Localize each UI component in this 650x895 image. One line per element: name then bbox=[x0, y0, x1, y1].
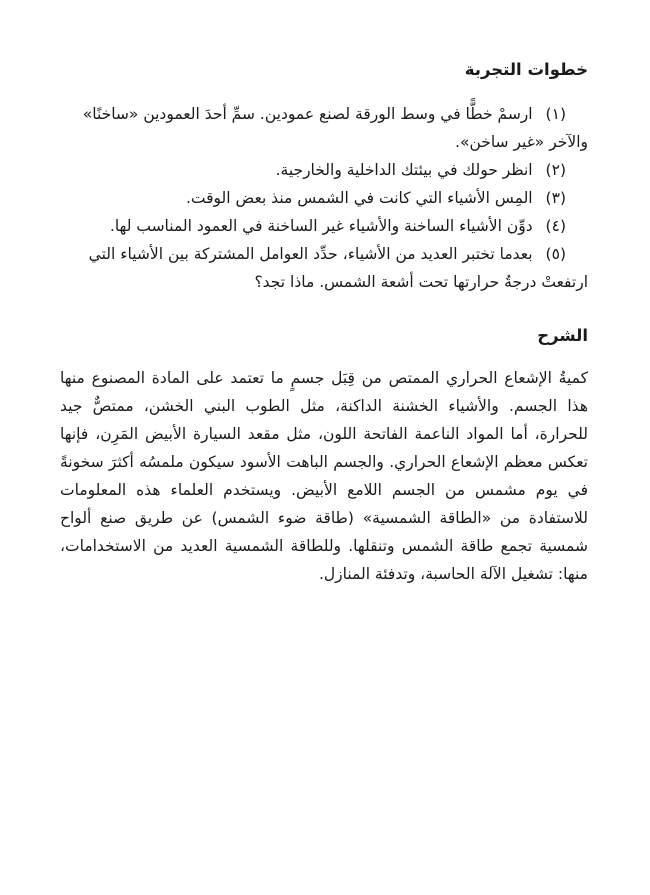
step-number: (٢) bbox=[545, 161, 566, 179]
step-number: (٤) bbox=[545, 217, 566, 235]
step-number: (١) bbox=[545, 105, 566, 123]
step-text: انظر حولك في بيئتك الداخلية والخارجية. bbox=[275, 161, 533, 179]
experiment-step-2 bbox=[60, 156, 588, 184]
step-text: ارسمْ خطًّا في وسط الورقة لصنع عمودين. سمِّ أحدَ العمودين «ساخنًا» والآخر «غير ساخن». bbox=[82, 105, 588, 151]
step-number: (٥) bbox=[545, 245, 566, 263]
step-text: المِس الأشياء التي كانت في الشمس منذ بعض الوقت. bbox=[185, 189, 533, 207]
experiment-steps-heading: خطوات التجربة bbox=[464, 60, 588, 79]
experiment-step-4 bbox=[60, 212, 588, 240]
experiment-step-5 bbox=[60, 240, 588, 296]
explanation-paragraph: كميةُ الإشعاع الحراري الممتص من قِبَل جسمٍ ما تعتمد على المادة المصنوع منها هذا الجسم. والأشياء الخشنة الداكنة، مثل الطوب البني الخشن، ممتصٌّ جيد للحرارة، أما المواد الناعمة الفاتحة اللون، مثل مقعد السيارة الأبيض المَرِن، فإنها تعكس معظم الإشعاع الحراري. والجسم الباهت الأسود سيكون ملمسُه أكثرَ سخونةً في يوم مشمس من الجسم اللامع الأبيض. ويستخدم العلماء هذه المعلومات للاستفادة من «الطاقة الشمسية» (طاقة ضوء الشمس) عن طريق صنع ألواح شمسية تجمع طاقة الشمس وتنقلها. وللطاقة الشمسية العديد من الاستخدامات، منها: تشغيل الآلة الحاسبة، وتدفئة المنازل. bbox=[60, 369, 588, 583]
step-text: بعدما تختبر العديد من الأشياء، حدِّد العوامل المشتركة بين الأشياء التي ارتفعتْ درجةُ حرارتها تحت أشعة الشمس. ماذا تجد؟ bbox=[88, 245, 588, 291]
experiment-steps-list bbox=[60, 100, 588, 296]
experiment-step-1 bbox=[60, 100, 588, 156]
experiment-step-3 bbox=[60, 184, 588, 212]
explanation-heading: الشرح bbox=[537, 326, 588, 345]
step-text: دوِّن الأشياء الساخنة والأشياء غير الساخنة في العمود المناسب لها. bbox=[109, 217, 533, 235]
step-number: (٣) bbox=[545, 189, 566, 207]
